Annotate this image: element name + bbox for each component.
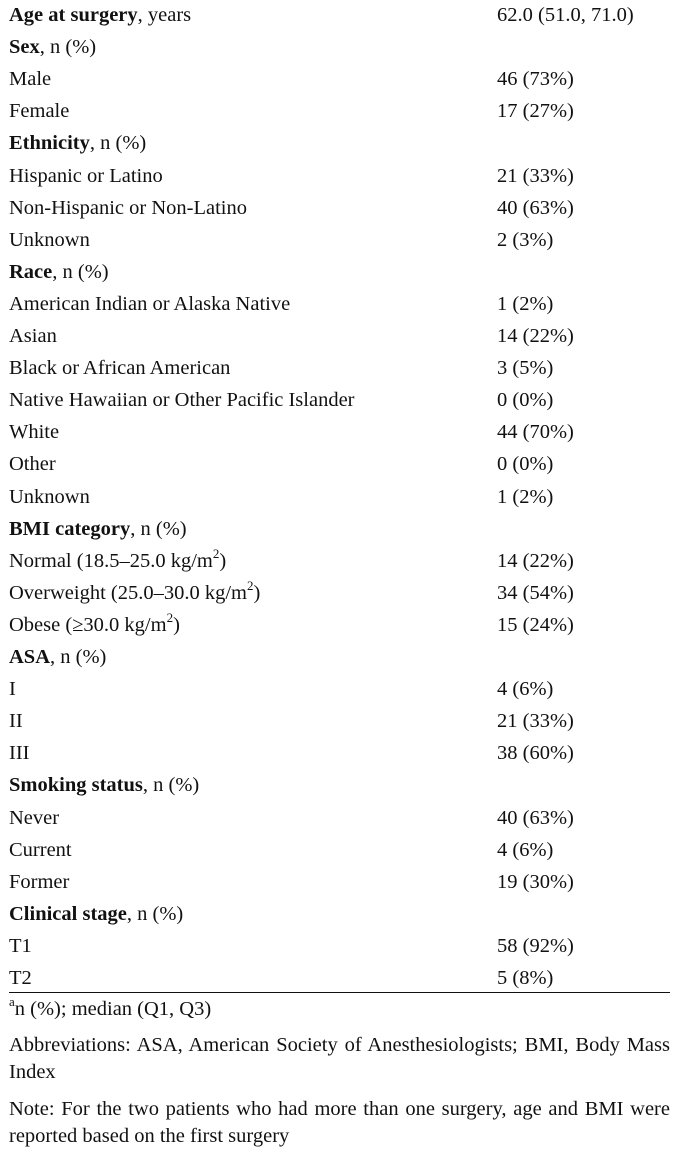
row-value: 3 (5%)	[497, 357, 554, 380]
category-label: Asian	[9, 325, 57, 347]
table-row	[0, 320, 670, 352]
section-stat-label: , n (%)	[50, 646, 107, 668]
category-label: Male	[9, 68, 52, 91]
row-value: 19 (30%)	[497, 870, 574, 893]
section-stat-label: , years	[137, 4, 192, 26]
table-section-row	[0, 127, 670, 159]
category-label: Other	[9, 453, 56, 476]
row-label	[9, 384, 355, 416]
row-value: 40 (63%)	[497, 806, 574, 829]
table-row	[0, 705, 670, 737]
row-label	[9, 962, 32, 994]
row-label	[9, 898, 183, 930]
table-row	[0, 160, 670, 192]
row-label	[9, 448, 56, 480]
footnote-a	[9, 996, 670, 1023]
section-stat-label: , n (%)	[130, 517, 187, 540]
table-row	[0, 63, 670, 95]
footnote-abbreviations: Abbreviations: ASA, American Society of Anesthesiologists; BMI, Body Mass Index	[9, 1034, 670, 1083]
row-label	[9, 609, 180, 641]
table-row	[0, 224, 670, 256]
table-row	[0, 737, 670, 769]
label-suffix: )	[219, 549, 227, 572]
row-label	[9, 769, 199, 801]
row-label	[9, 737, 29, 769]
category-label: Unknown	[9, 228, 90, 251]
category-label: Black or African American	[9, 357, 231, 380]
section-stat-label: , n (%)	[52, 260, 109, 283]
table-bottom-rule	[9, 992, 670, 993]
row-label	[9, 802, 59, 834]
table-row	[0, 962, 670, 994]
row-label	[9, 481, 90, 513]
footnote-note: Note: For the two patients who had more than one surgery, age and BMI were reported based on the first surgery	[9, 1098, 670, 1147]
row-label	[9, 577, 260, 609]
table-row	[0, 930, 670, 962]
row-value: 40 (63%)	[497, 196, 574, 219]
category-label: Former	[9, 870, 70, 893]
unit-superscript: 2	[247, 577, 254, 593]
section-heading: Age at surgery	[9, 4, 138, 26]
category-label: Native Hawaiian or Other Pacific Islander	[9, 389, 355, 412]
row-value: 15 (24%)	[497, 613, 574, 636]
category-label: III	[9, 742, 30, 765]
table-section-row	[0, 0, 670, 31]
row-value: 2 (3%)	[497, 228, 554, 251]
row-value: 38 (60%)	[497, 742, 574, 765]
category-label: Obese (≥30.0 kg/m	[9, 613, 167, 636]
row-value: 21 (33%)	[497, 164, 574, 187]
section-heading: ASA	[9, 646, 51, 668]
row-label	[9, 545, 226, 577]
row-label	[9, 416, 59, 448]
category-label: Unknown	[9, 485, 90, 508]
footnote-a-text: n (%); median (Q1, Q3)	[14, 998, 212, 1020]
row-label	[9, 834, 72, 866]
label-suffix: )	[253, 581, 261, 604]
table-row	[0, 192, 670, 224]
row-value: 1 (2%)	[497, 292, 554, 315]
table-section-row	[0, 641, 670, 673]
row-value: 4 (6%)	[497, 838, 554, 861]
row-value: 21 (33%)	[497, 710, 574, 733]
category-label: Overweight (25.0–30.0 kg/m	[9, 581, 247, 604]
table-row	[0, 673, 670, 705]
row-label	[9, 160, 163, 192]
unit-superscript: 2	[166, 610, 174, 626]
row-value: 4 (6%)	[497, 678, 554, 701]
table-row	[0, 384, 670, 416]
unit-superscript: 2	[212, 545, 220, 561]
row-label	[9, 513, 187, 545]
table-row	[0, 448, 670, 480]
section-stat-label: , n (%)	[126, 902, 184, 925]
row-label	[9, 192, 247, 224]
category-label: T1	[9, 934, 32, 957]
table-row	[0, 416, 670, 448]
category-label: Female	[9, 100, 70, 123]
table-section-row	[0, 31, 670, 63]
row-label	[9, 127, 146, 159]
row-value: 14 (22%)	[497, 325, 574, 347]
row-label	[9, 256, 109, 288]
row-value: 5 (8%)	[497, 967, 554, 989]
section-stat-label: , n (%)	[39, 36, 97, 59]
row-value: 44 (70%)	[497, 421, 574, 444]
table-section-row	[0, 769, 670, 801]
row-label	[9, 288, 290, 320]
footnote-marker: a	[9, 994, 15, 1010]
section-heading: Ethnicity	[9, 132, 90, 155]
section-heading: Clinical stage	[9, 902, 127, 925]
label-suffix: )	[173, 613, 180, 636]
category-label: White	[9, 421, 60, 444]
table-section-row	[0, 898, 670, 930]
row-label	[9, 95, 69, 127]
row-value: 46 (73%)	[497, 68, 574, 91]
table-section-row	[0, 513, 670, 545]
row-label	[9, 63, 51, 95]
category-label: Non-Hispanic or Non-Latino	[9, 196, 247, 219]
row-label	[9, 320, 57, 352]
table-section-row	[0, 256, 670, 288]
section-heading: Sex	[9, 36, 40, 59]
row-value: 0 (0%)	[497, 389, 554, 412]
table-row	[0, 545, 670, 577]
row-value: 14 (22%)	[497, 549, 574, 572]
section-stat-label: , n (%)	[89, 132, 147, 155]
table-row	[0, 352, 670, 384]
category-label: I	[9, 678, 16, 701]
table-row	[0, 577, 670, 609]
row-value: 34 (54%)	[497, 581, 574, 604]
section-heading: Smoking status	[9, 774, 143, 797]
table-row	[0, 802, 670, 834]
row-label	[9, 31, 96, 63]
table-row	[0, 288, 670, 320]
row-label	[9, 0, 191, 31]
category-label: T2	[9, 967, 32, 989]
row-label	[9, 705, 23, 737]
category-label: American Indian or Alaska Native	[9, 292, 291, 315]
row-value: 62.0 (51.0, 71.0)	[497, 4, 634, 26]
table-row	[0, 95, 670, 127]
category-label: II	[9, 710, 23, 733]
row-value: 1 (2%)	[497, 485, 554, 508]
row-label	[9, 866, 69, 898]
row-label	[9, 352, 230, 384]
category-label: Never	[9, 806, 60, 829]
table-row	[0, 609, 670, 641]
section-stat-label: , n (%)	[142, 774, 200, 797]
table-row	[0, 834, 670, 866]
category-label: Normal (18.5–25.0 kg/m	[9, 549, 213, 572]
table-row	[0, 866, 670, 898]
row-value: 58 (92%)	[497, 934, 574, 957]
table-row	[0, 481, 670, 513]
category-label: Current	[9, 838, 72, 861]
section-heading: Race	[9, 260, 53, 283]
row-label	[9, 224, 90, 256]
row-label	[9, 673, 16, 705]
row-value: 0 (0%)	[497, 453, 554, 476]
category-label: Hispanic or Latino	[9, 164, 163, 187]
row-value: 17 (27%)	[497, 100, 574, 123]
row-label	[9, 930, 32, 962]
row-label	[9, 641, 106, 673]
section-heading: BMI category	[9, 517, 131, 540]
